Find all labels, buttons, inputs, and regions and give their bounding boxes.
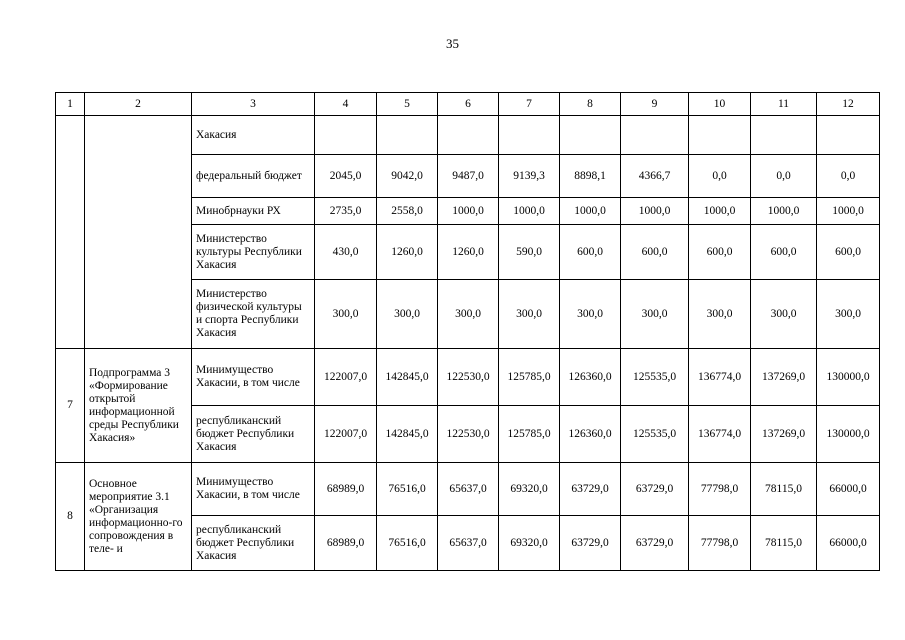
value-cell: 77798,0 xyxy=(689,516,751,571)
value-cell: 125535,0 xyxy=(621,349,689,406)
value-cell: 1000,0 xyxy=(689,198,751,225)
name-cell-empty xyxy=(85,116,192,349)
value-cell: 4366,7 xyxy=(621,155,689,198)
value-cell: 9042,0 xyxy=(377,155,438,198)
value-cell: 142845,0 xyxy=(377,349,438,406)
value-cell: 122007,0 xyxy=(315,349,377,406)
value-cell: 1000,0 xyxy=(438,198,499,225)
value-cell: 65637,0 xyxy=(438,463,499,516)
header-cell: 5 xyxy=(377,93,438,116)
header-cell: 2 xyxy=(85,93,192,116)
value-cell-empty xyxy=(689,116,751,155)
value-cell: 600,0 xyxy=(560,225,621,280)
header-row xyxy=(56,93,880,116)
value-cell: 300,0 xyxy=(499,280,560,349)
value-cell: 430,0 xyxy=(315,225,377,280)
source-cell: Минимущество Хакасии, в том числе xyxy=(192,463,315,516)
header-cell: 10 xyxy=(689,93,751,116)
header-cell: 3 xyxy=(192,93,315,116)
value-cell: 76516,0 xyxy=(377,463,438,516)
value-cell: 300,0 xyxy=(621,280,689,349)
value-cell: 137269,0 xyxy=(751,406,817,463)
value-cell: 69320,0 xyxy=(499,463,560,516)
value-cell: 1260,0 xyxy=(438,225,499,280)
index-cell-empty xyxy=(56,116,85,349)
value-cell: 78115,0 xyxy=(751,463,817,516)
value-cell: 300,0 xyxy=(315,280,377,349)
table-row xyxy=(56,349,880,406)
source-cell: Министерство физической культуры и спорта Республики Хакасия xyxy=(192,280,315,349)
header-cell: 6 xyxy=(438,93,499,116)
program-name: Основное мероприятие 3.1 «Организация информационно-го сопровождения в теле- и xyxy=(85,463,192,571)
value-cell: 0,0 xyxy=(751,155,817,198)
value-cell: 66000,0 xyxy=(817,463,880,516)
value-cell: 0,0 xyxy=(817,155,880,198)
value-cell: 300,0 xyxy=(377,280,438,349)
source-cell: Минобрнауки РХ xyxy=(192,198,315,225)
value-cell: 130000,0 xyxy=(817,406,880,463)
value-cell: 2045,0 xyxy=(315,155,377,198)
value-cell: 2558,0 xyxy=(377,198,438,225)
header-cell: 4 xyxy=(315,93,377,116)
table-row xyxy=(56,116,880,155)
program-name: Подпрограмма 3 «Формирование открытой информационной среды Республики Хакасия» xyxy=(85,349,192,463)
value-cell: 126360,0 xyxy=(560,349,621,406)
value-cell: 63729,0 xyxy=(560,463,621,516)
value-cell: 122530,0 xyxy=(438,406,499,463)
value-cell: 600,0 xyxy=(817,225,880,280)
value-cell-empty xyxy=(377,116,438,155)
value-cell: 1260,0 xyxy=(377,225,438,280)
value-cell: 125785,0 xyxy=(499,406,560,463)
value-cell-empty xyxy=(438,116,499,155)
value-cell: 125535,0 xyxy=(621,406,689,463)
value-cell: 600,0 xyxy=(689,225,751,280)
value-cell: 300,0 xyxy=(751,280,817,349)
value-cell: 2735,0 xyxy=(315,198,377,225)
value-cell: 130000,0 xyxy=(817,349,880,406)
source-cell: республиканский бюджет Республики Хакасия xyxy=(192,406,315,463)
value-cell: 9139,3 xyxy=(499,155,560,198)
value-cell: 8898,1 xyxy=(560,155,621,198)
source-cell: федеральный бюджет xyxy=(192,155,315,198)
value-cell: 122530,0 xyxy=(438,349,499,406)
source-cell: Министерство культуры Республики Хакасия xyxy=(192,225,315,280)
header-cell: 7 xyxy=(499,93,560,116)
value-cell-empty xyxy=(499,116,560,155)
header-cell: 1 xyxy=(56,93,85,116)
value-cell: 1000,0 xyxy=(817,198,880,225)
value-cell: 76516,0 xyxy=(377,516,438,571)
value-cell: 78115,0 xyxy=(751,516,817,571)
value-cell: 1000,0 xyxy=(621,198,689,225)
value-cell: 63729,0 xyxy=(621,463,689,516)
value-cell: 300,0 xyxy=(438,280,499,349)
value-cell: 68989,0 xyxy=(315,516,377,571)
header-cell: 9 xyxy=(621,93,689,116)
value-cell: 63729,0 xyxy=(560,516,621,571)
value-cell: 65637,0 xyxy=(438,516,499,571)
value-cell: 0,0 xyxy=(689,155,751,198)
row-index: 7 xyxy=(56,349,85,463)
value-cell: 590,0 xyxy=(499,225,560,280)
value-cell-empty xyxy=(751,116,817,155)
value-cell: 69320,0 xyxy=(499,516,560,571)
value-cell-empty xyxy=(621,116,689,155)
value-cell: 136774,0 xyxy=(689,406,751,463)
value-cell: 77798,0 xyxy=(689,463,751,516)
source-cell: Хакасия xyxy=(192,116,315,155)
value-cell: 66000,0 xyxy=(817,516,880,571)
value-cell-empty xyxy=(817,116,880,155)
header-cell: 12 xyxy=(817,93,880,116)
value-cell: 122007,0 xyxy=(315,406,377,463)
value-cell: 300,0 xyxy=(817,280,880,349)
value-cell: 137269,0 xyxy=(751,349,817,406)
value-cell: 142845,0 xyxy=(377,406,438,463)
header-cell: 11 xyxy=(751,93,817,116)
value-cell: 125785,0 xyxy=(499,349,560,406)
value-cell-empty xyxy=(315,116,377,155)
value-cell: 136774,0 xyxy=(689,349,751,406)
value-cell: 300,0 xyxy=(689,280,751,349)
value-cell-empty xyxy=(560,116,621,155)
value-cell: 63729,0 xyxy=(621,516,689,571)
value-cell: 300,0 xyxy=(560,280,621,349)
source-cell: Минимущество Хакасии, в том числе xyxy=(192,349,315,406)
page-number: 35 xyxy=(446,36,459,51)
value-cell: 600,0 xyxy=(621,225,689,280)
row-index: 8 xyxy=(56,463,85,571)
value-cell: 68989,0 xyxy=(315,463,377,516)
value-cell: 9487,0 xyxy=(438,155,499,198)
value-cell: 126360,0 xyxy=(560,406,621,463)
table-row xyxy=(56,463,880,516)
value-cell: 600,0 xyxy=(751,225,817,280)
source-cell: республиканский бюджет Республики Хакасия xyxy=(192,516,315,571)
header-cell: 8 xyxy=(560,93,621,116)
value-cell: 1000,0 xyxy=(499,198,560,225)
budget-table xyxy=(55,92,880,571)
value-cell: 1000,0 xyxy=(751,198,817,225)
value-cell: 1000,0 xyxy=(560,198,621,225)
